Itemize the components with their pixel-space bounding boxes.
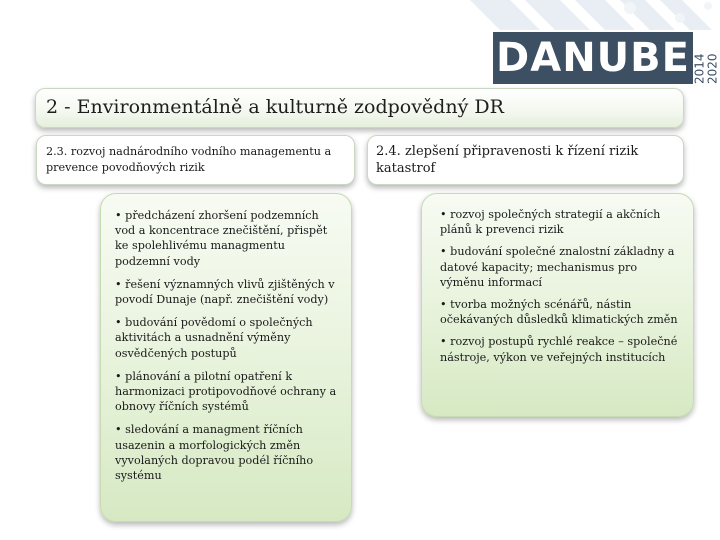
list-item: • rozvoj společných strategií a akčních plánů k prevenci rizik — [440, 208, 661, 237]
list-item: • plánování a pilotní opatření k harmonizaci protipovodňové ochrany a obnovy říčních systémů — [115, 369, 337, 414]
list-item: • řešení významných vlivů zjištěných v povodí Dunaje (např. znečištění vody) — [115, 277, 335, 307]
danube-logo — [493, 32, 720, 84]
left-heading: 2.3. rozvoj nadnárodního vodního managementu a prevence povodňových rizik — [46, 145, 332, 174]
left-list-card — [100, 193, 352, 522]
decorative-stripes — [470, 0, 720, 30]
page-title: 2 - Environmentálně a kulturně zodpovědný DR — [46, 96, 504, 118]
right-list-card — [421, 193, 694, 417]
logo-wordmark: DANUBE — [493, 32, 693, 84]
list-item: • budování povědomí o společných aktivitách a usnadnění výměny osvědčených postupů — [115, 316, 313, 360]
list-item: • sledování a managment říčních usazenin a morfologických změn vyvolaných dopravou podél říčního systému — [115, 423, 314, 483]
right-heading-card — [367, 135, 684, 185]
list-item: • budování společné znalostní základny a datové kapacity; mechanismus pro výměnu informací — [440, 245, 675, 289]
left-list — [101, 194, 351, 499]
title-card — [35, 88, 684, 128]
list-item: • předcházení zhoršení podzemních vod a koncentrace znečištění, přispět ke spolehlivému managmentu podzemní vody — [115, 209, 328, 268]
list-item: • tvorba možných scénářů, nástin očekávaných důsledků klimatických změn — [440, 298, 678, 327]
right-heading: 2.4. zlepšení připravenosti k řízení rizik katastrof — [376, 144, 639, 176]
left-heading-card — [36, 135, 355, 185]
logo-years: 2014 2020 — [692, 53, 720, 84]
right-list — [422, 194, 693, 380]
list-item: • rozvoj postupů rychlé reakce – společné nástroje, výkon ve veřejných institucích — [440, 335, 678, 364]
